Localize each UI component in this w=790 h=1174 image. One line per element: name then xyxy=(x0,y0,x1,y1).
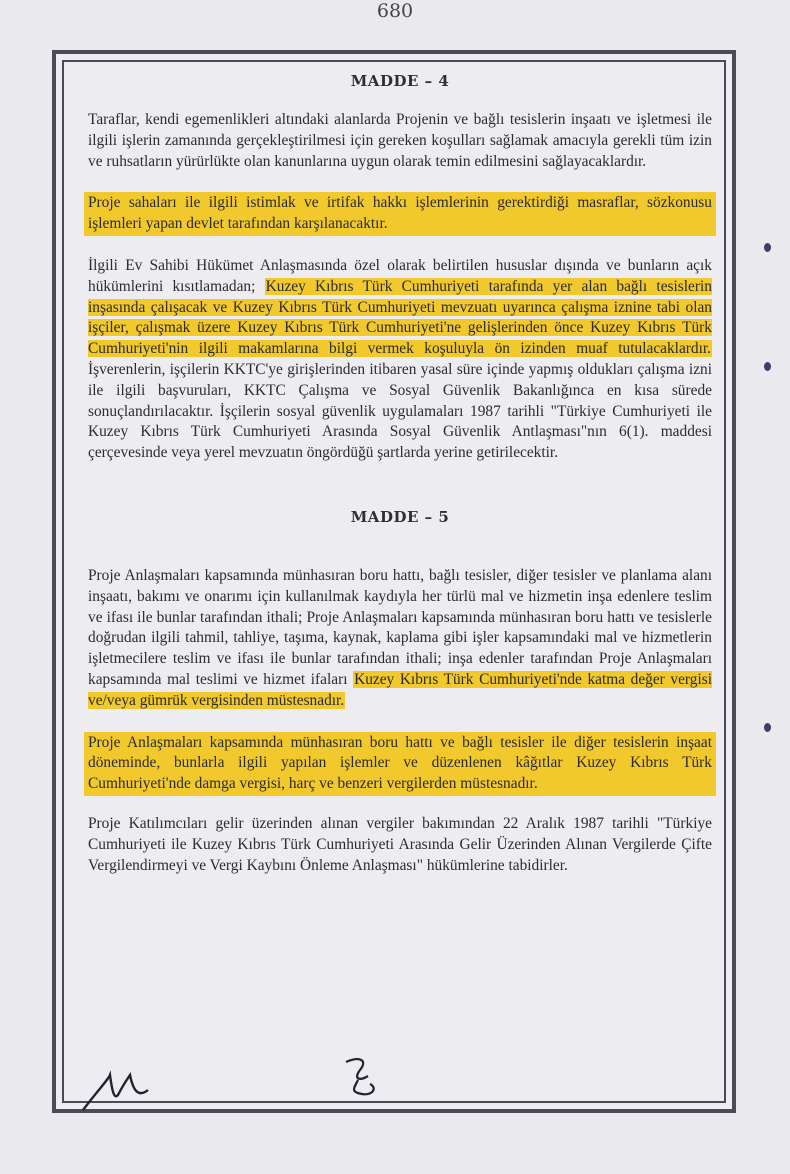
article-4-paragraph-3 xyxy=(88,256,712,464)
article-5-paragraph-2-highlighted: Proje Anlaşmaları kapsamında münhasıran boru hattı ve bağlı tesisler ile diğer tesislerin inşaat döneminde, bunlarla ilgili yapılan işlemler ve düzenlenen kâğıtlar Kuzey Kıbrıs Türk Cumhuriyeti'nde damga vergisi, harç ve benzeri vergilerden müstesnadır. xyxy=(84,732,716,796)
article-4-paragraph-2-highlighted: Proje sahaları ile ilgili istimlak ve irtifak hakkı işlemlerinin gerektirdiği masraflar, sözkonusu işlemleri yapan devlet tarafından karşılanacaktır. xyxy=(84,192,716,236)
punch-hole-mark xyxy=(764,723,771,732)
article-5-paragraph-1-highlight: Kuzey Kıbrıs Türk Cumhuriyeti'nde katma değer vergisi ve/veya gümrük vergisinden müstesnadır. xyxy=(88,670,712,709)
article-4-paragraph-1: Taraflar, kendi egemenlikleri altındaki alanlarda Projenin ve bağlı tesislerin inşaatı ve işletmesi ile ilgili işlerin zamanında gerçekleştirilmesi için gereken koşulları sağlamak amacıyla gerekli tüm izin ve ruhsatların yürürlükte olan kanunlarına uygun olarak temin edilmesini sağlayacaklardır. xyxy=(88,111,712,170)
document-border xyxy=(52,50,736,1113)
article-4-paragraph-3-intro: İlgili Ev Sahibi Hükümet Anlaşmasında özel olarak belirtilen hususlar dışında ve bunların açık hükümlerini kısıtlamadan; xyxy=(88,256,712,295)
article-5-paragraph-1 xyxy=(88,566,712,712)
article-5-heading: MADDE – 5 xyxy=(350,507,450,526)
punch-hole-mark xyxy=(764,362,771,371)
article-4-heading: MADDE – 4 xyxy=(350,72,450,90)
article-5-paragraph-3: Proje Katılımcıları gelir üzerinden alınan vergiler bakımından 22 Aralık 1987 tarihli "Türkiye Cumhuriyeti ile Kuzey Kıbrıs Türk Cumhuriyeti Arasında Gelir Üzerinden Alınan Vergilerde Çifte Vergilendirmeyi ve Vergi Kaybını Önleme Anlaşması" hükümlerine tabidirler. xyxy=(88,814,712,874)
document-inner-border xyxy=(62,60,726,1103)
article-4-paragraph-3-rest: İşverenlerin, işçilerin KKTC'ye girişlerinden itibaren yasal süre içinde yapmış oldukları çalışma izni ile ilgili başvuruları, KKTC Çalışma ve Sosyal Güvenlik Bakanlığınca en kısa sürede sonuçlandırılacaktır. İşçilerin sosyal güvenlik uygulamaları 1987 tarihli "Türkiye Cumhuriyeti ile Kuzey Kıbrıs Türk Cumhuriyeti Arasında Sosyal Güvenlik Antlaşması"nın 6(1). maddesi çerçevesinde veya yerel mevzuatın öngördüğü şartlarda yerine getirilecektir. xyxy=(88,360,712,462)
article-5-paragraph-1-text: Proje Anlaşmaları kapsamında münhasıran boru hattı, bağlı tesisler, diğer tesisler ve planlama alanı inşaatı, bakımı ve onarımı için kullanılmak kaydıyla her türlü mal ve hizmetin inşa edenlere teslim ve ifası ile bunlar tarafından ithali; Proje Anlaşmaları kapsamında münhasıran boru hattı ve tesislerle doğrudan ilgili tahmil, tahliye, taşıma, kaynak, kaplama gibi işler kapsamındaki mal ve hizmetlerin işletmecilere teslim ve ifası ile bunlar tarafından ithali; inşa edenler tarafından Proje Anlaşmaları kapsamında mal teslimi ve hizmet ifaları xyxy=(88,566,712,688)
page-number: 680 xyxy=(376,0,414,22)
signature-right xyxy=(338,1052,388,1102)
punch-hole-mark xyxy=(764,243,771,252)
document-body xyxy=(88,72,712,1091)
article-4-paragraph-3-highlight: Kuzey Kıbrıs Türk Cumhuriyeti tarafında yer alan bağlı tesislerin inşasında çalışacak ve Kuzey Kıbrıs Türk Cumhuriyeti mevzuatı uyarınca çalışma iznine tabi olan işçiler, çalışmak üzere Kuzey Kıbrıs Türk Cumhuriyeti'ne gelişlerinden önce Kuzey Kıbrıs Türk Cumhuriyeti'nin ilgili makamlarına bilgi vermek koşuluyla ön izinden muaf tutulacaklardır. xyxy=(88,277,712,358)
signature-left xyxy=(78,1060,158,1120)
